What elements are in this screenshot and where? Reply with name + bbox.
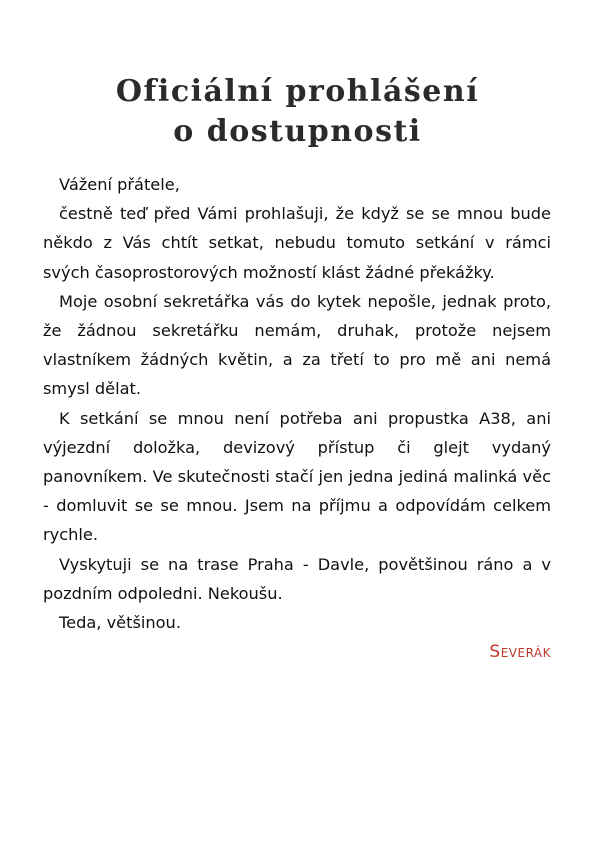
title-line-2: o dostupnosti — [173, 114, 422, 149]
closing-line: Teda, většinou. — [59, 613, 181, 633]
paragraph: Moje osobní sekretářka vás do kytek nepošle, jednak proto, že žádnou sekretářku nemám, druhak, protože nejsem vlastníkem žádných květin, a za třetí to pro mě ani nemá smysl dělat. — [43, 291, 551, 399]
title-line-1: Oficiální prohlášení — [115, 74, 480, 109]
signature: Severák — [489, 642, 551, 663]
paragraph: Vyskytuji se na trase Praha - Davle, povětšinou ráno a v pozdním odpoledni. Nekoušu. — [43, 554, 551, 603]
paragraph: čestně teď před Vámi prohlašuji, že když se se mnou bude někdo z Vás chtít setkat, nebudu tomuto setkání v rámci svých časoprostorových možností klást žádné překážky. — [43, 204, 551, 282]
document-body — [43, 170, 551, 667]
paragraph: K setkání se mnou není potřeba ani propustka A38, ani výjezdní doložka, devizový přístup či glejt vydaný panovníkem. Ve skutečnosti stačí jen jedna jediná malinká věc - domluvit se se mnou. Jsem na příjmu a odpovídám celkem rychle. — [43, 408, 551, 545]
page-title — [40, 72, 555, 152]
salutation: Vážení přátele, — [59, 175, 180, 194]
